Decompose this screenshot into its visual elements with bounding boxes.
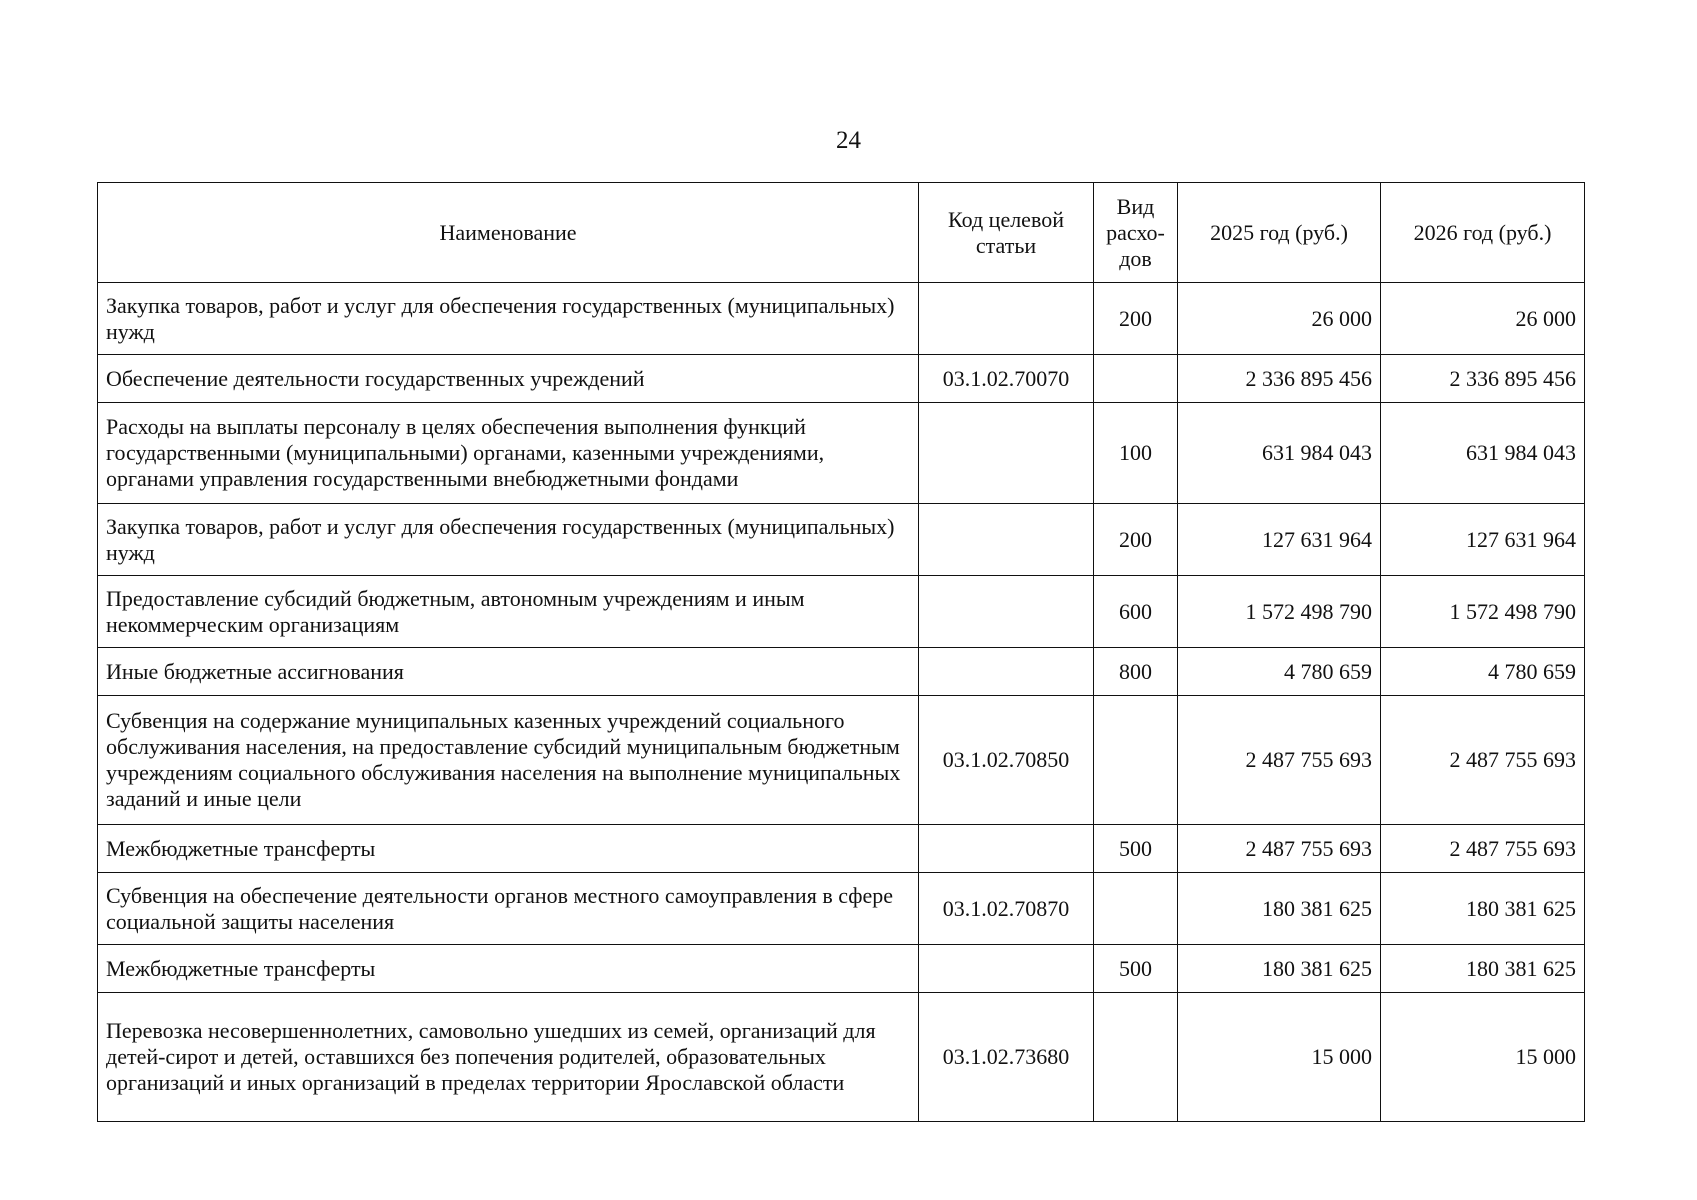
row-vid: 100 xyxy=(1094,403,1178,504)
table-row xyxy=(98,648,1585,696)
row-vid: 200 xyxy=(1094,283,1178,355)
row-name: Обеспечение деятельности государственных учреждений xyxy=(98,355,919,403)
page-number: 24 xyxy=(836,127,861,154)
row-2025: 1 572 498 790 xyxy=(1178,576,1381,648)
row-code: 03.1.02.70070 xyxy=(919,355,1094,403)
row-vid xyxy=(1094,355,1178,403)
header-2026: 2026 год (руб.) xyxy=(1381,183,1585,283)
table-row xyxy=(98,403,1585,504)
row-2026: 4 780 659 xyxy=(1381,648,1585,696)
table-row xyxy=(98,576,1585,648)
row-vid xyxy=(1094,873,1178,945)
row-2025: 180 381 625 xyxy=(1178,945,1381,993)
row-2026: 2 336 895 456 xyxy=(1381,355,1585,403)
row-2025: 127 631 964 xyxy=(1178,504,1381,576)
row-vid: 500 xyxy=(1094,945,1178,993)
row-code xyxy=(919,403,1094,504)
row-2025: 2 487 755 693 xyxy=(1178,696,1381,825)
row-vid: 800 xyxy=(1094,648,1178,696)
row-name: Закупка товаров, работ и услуг для обеспечения государственных (муниципальных) нужд xyxy=(98,283,919,355)
row-vid: 200 xyxy=(1094,504,1178,576)
header-code: Код целевой статьи xyxy=(919,183,1094,283)
row-vid xyxy=(1094,696,1178,825)
table-row xyxy=(98,355,1585,403)
table-row xyxy=(98,825,1585,873)
row-code: 03.1.02.73680 xyxy=(919,993,1094,1122)
row-code: 03.1.02.70850 xyxy=(919,696,1094,825)
row-vid: 600 xyxy=(1094,576,1178,648)
table-row xyxy=(98,504,1585,576)
row-code xyxy=(919,504,1094,576)
budget-table xyxy=(97,182,1585,1122)
row-code xyxy=(919,825,1094,873)
row-name: Предоставление субсидий бюджетным, автономным учреждениям и иным некоммерческим организациям xyxy=(98,576,919,648)
row-name: Субвенция на обеспечение деятельности органов местного самоуправления в сфере социальной защиты населения xyxy=(98,873,919,945)
header-vid: Вид расхо-дов xyxy=(1094,183,1178,283)
row-2025: 15 000 xyxy=(1178,993,1381,1122)
row-code xyxy=(919,283,1094,355)
row-code xyxy=(919,576,1094,648)
row-name: Иные бюджетные ассигнования xyxy=(98,648,919,696)
row-2026: 1 572 498 790 xyxy=(1381,576,1585,648)
row-2025: 180 381 625 xyxy=(1178,873,1381,945)
row-code xyxy=(919,945,1094,993)
table-row xyxy=(98,993,1585,1122)
row-2026: 180 381 625 xyxy=(1381,945,1585,993)
row-2026: 127 631 964 xyxy=(1381,504,1585,576)
table-row xyxy=(98,696,1585,825)
row-name: Межбюджетные трансферты xyxy=(98,825,919,873)
table-row xyxy=(98,283,1585,355)
row-2026: 15 000 xyxy=(1381,993,1585,1122)
row-name: Субвенция на содержание муниципальных казенных учреждений социального обслуживания населения, на предоставление субсидий муниципальным бюджетным учреждениям социального обслуживания населения на выполнение муниципальных заданий и иные цели xyxy=(98,696,919,825)
row-code: 03.1.02.70870 xyxy=(919,873,1094,945)
header-2025: 2025 год (руб.) xyxy=(1178,183,1381,283)
row-vid: 500 xyxy=(1094,825,1178,873)
table-header-row xyxy=(98,183,1585,283)
row-2025: 631 984 043 xyxy=(1178,403,1381,504)
row-name: Межбюджетные трансферты xyxy=(98,945,919,993)
row-code xyxy=(919,648,1094,696)
row-2025: 2 487 755 693 xyxy=(1178,825,1381,873)
row-2026: 180 381 625 xyxy=(1381,873,1585,945)
row-name: Перевозка несовершеннолетних, самовольно ушедших из семей, организаций для детей-сирот и детей, оставшихся без попечения родителей, образовательных организаций и иных организаций в пределах территории Ярославской области xyxy=(98,993,919,1122)
row-vid xyxy=(1094,993,1178,1122)
row-name: Закупка товаров, работ и услуг для обеспечения государственных (муниципальных) нужд xyxy=(98,504,919,576)
row-2025: 26 000 xyxy=(1178,283,1381,355)
table-row xyxy=(98,945,1585,993)
header-name: Наименование xyxy=(98,183,919,283)
row-2025: 4 780 659 xyxy=(1178,648,1381,696)
row-name: Расходы на выплаты персоналу в целях обеспечения выполнения функций государственными (муниципальными) органами, казенными учреждениями, органами управления государственными внебюджетными фондами xyxy=(98,403,919,504)
table-row xyxy=(98,873,1585,945)
row-2026: 26 000 xyxy=(1381,283,1585,355)
row-2026: 2 487 755 693 xyxy=(1381,825,1585,873)
row-2026: 631 984 043 xyxy=(1381,403,1585,504)
row-2026: 2 487 755 693 xyxy=(1381,696,1585,825)
row-2025: 2 336 895 456 xyxy=(1178,355,1381,403)
